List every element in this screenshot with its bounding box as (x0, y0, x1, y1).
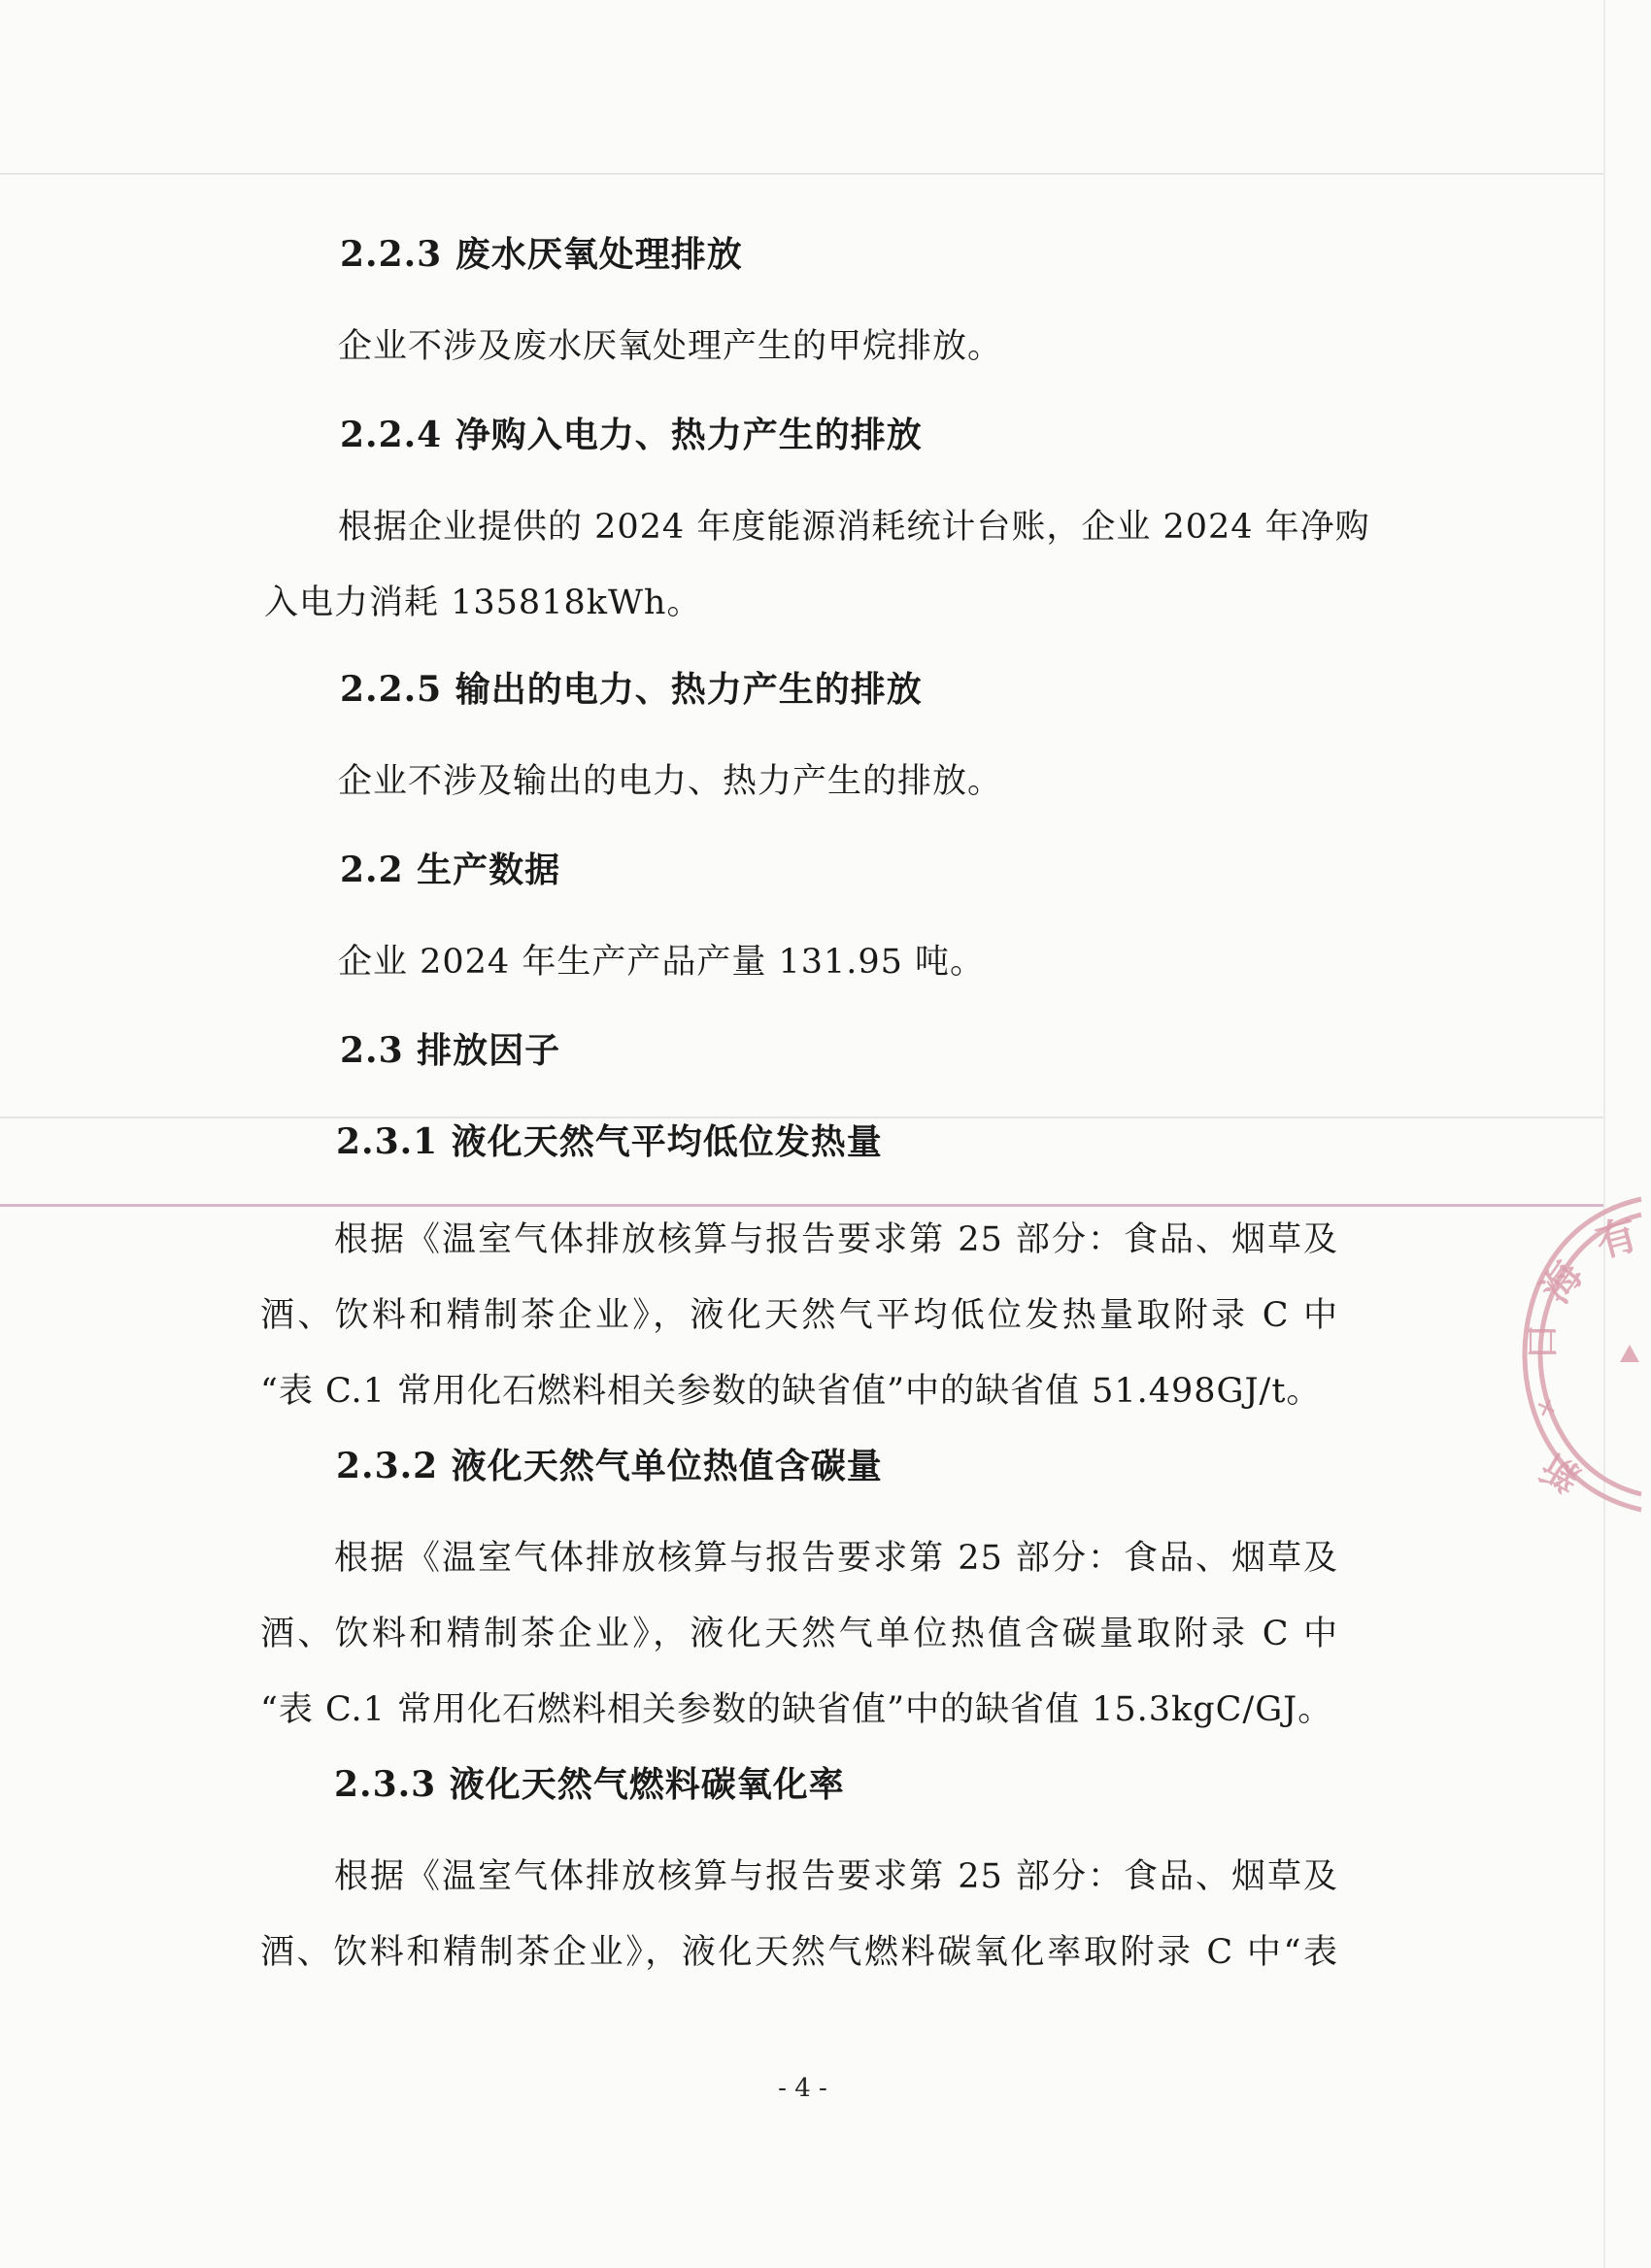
section-heading: 2.2.4 净购入电力、热力产生的排放 (340, 415, 923, 455)
paragraph-line: 企业不涉及输出的电力、热力产生的排放。 (338, 762, 1003, 801)
page-number: - 4 - (778, 2074, 827, 2103)
section-body (260, 1520, 1338, 1748)
paragraph-line: 根据《温室气体排放核算与报告要求第 25 部分：食品、烟草及 (334, 1539, 1338, 1578)
paragraph-line: 酒、饮料和精制茶企业》，液化天然气燃料碳氧化率取附录 C 中“表 (260, 1933, 1338, 1972)
paragraph-line: 酒、饮料和精制茶企业》，液化天然气单位热值含碳量取附录 C 中 (260, 1615, 1338, 1653)
paragraph-line: 根据《温室气体排放核算与报告要求第 25 部分：食品、烟草及 (334, 1220, 1338, 1259)
section-body (260, 1202, 1338, 1429)
scan-edge (1603, 0, 1605, 2268)
svg-text:口: 口 (1523, 1323, 1562, 1359)
svg-text:×: × (1527, 1392, 1567, 1422)
section-heading: 2.3.2 液化天然气单位热值含碳量 (336, 1446, 883, 1486)
paragraph-line: 企业不涉及废水厌氧处理产生的甲烷排放。 (338, 327, 1003, 366)
svg-text:有: 有 (1591, 1213, 1643, 1267)
section-body (264, 924, 1342, 1000)
section-heading: 2.3 排放因子 (340, 1030, 561, 1071)
section-body (264, 309, 1342, 384)
section-heading: 2.2.5 输出的电力、热力产生的排放 (340, 669, 923, 710)
paragraph-line: 入电力消耗 135818kWh。 (264, 584, 702, 622)
svg-text:新: 新 (1534, 1445, 1588, 1499)
company-seal (1515, 1189, 1651, 1519)
section-body (264, 489, 1370, 641)
paragraph-line: “表 C.1 常用化石燃料相关参数的缺省值”中的缺省值 51.498GJ/t。 (260, 1372, 1322, 1411)
paragraph-line: 酒、饮料和精制茶企业》，液化天然气平均低位发热量取附录 C 中 (260, 1296, 1338, 1335)
section-heading: 2.3.1 液化天然气平均低位发热量 (336, 1121, 883, 1162)
scan-line (0, 173, 1605, 175)
paragraph-line: 企业 2024 年生产产品产量 131.95 吨。 (338, 943, 986, 982)
section-body (260, 1839, 1338, 1990)
paragraph-line: “表 C.1 常用化石燃料相关参数的缺省值”中的缺省值 15.3kgC/GJ。 (260, 1690, 1333, 1729)
svg-text:海: 海 (1533, 1253, 1592, 1312)
paragraph-line: 根据企业提供的 2024 年度能源消耗统计台账，企业 2024 年净购 (338, 508, 1370, 547)
section-body (264, 744, 1342, 819)
paragraph-line: 根据《温室气体排放核算与报告要求第 25 部分：食品、烟草及 (334, 1857, 1338, 1896)
section-heading: 2.3.3 液化天然气燃料碳氧化率 (334, 1764, 845, 1805)
section-heading: 2.2.3 废水厌氧处理排放 (340, 234, 743, 275)
section-heading: 2.2 生产数据 (340, 850, 561, 890)
